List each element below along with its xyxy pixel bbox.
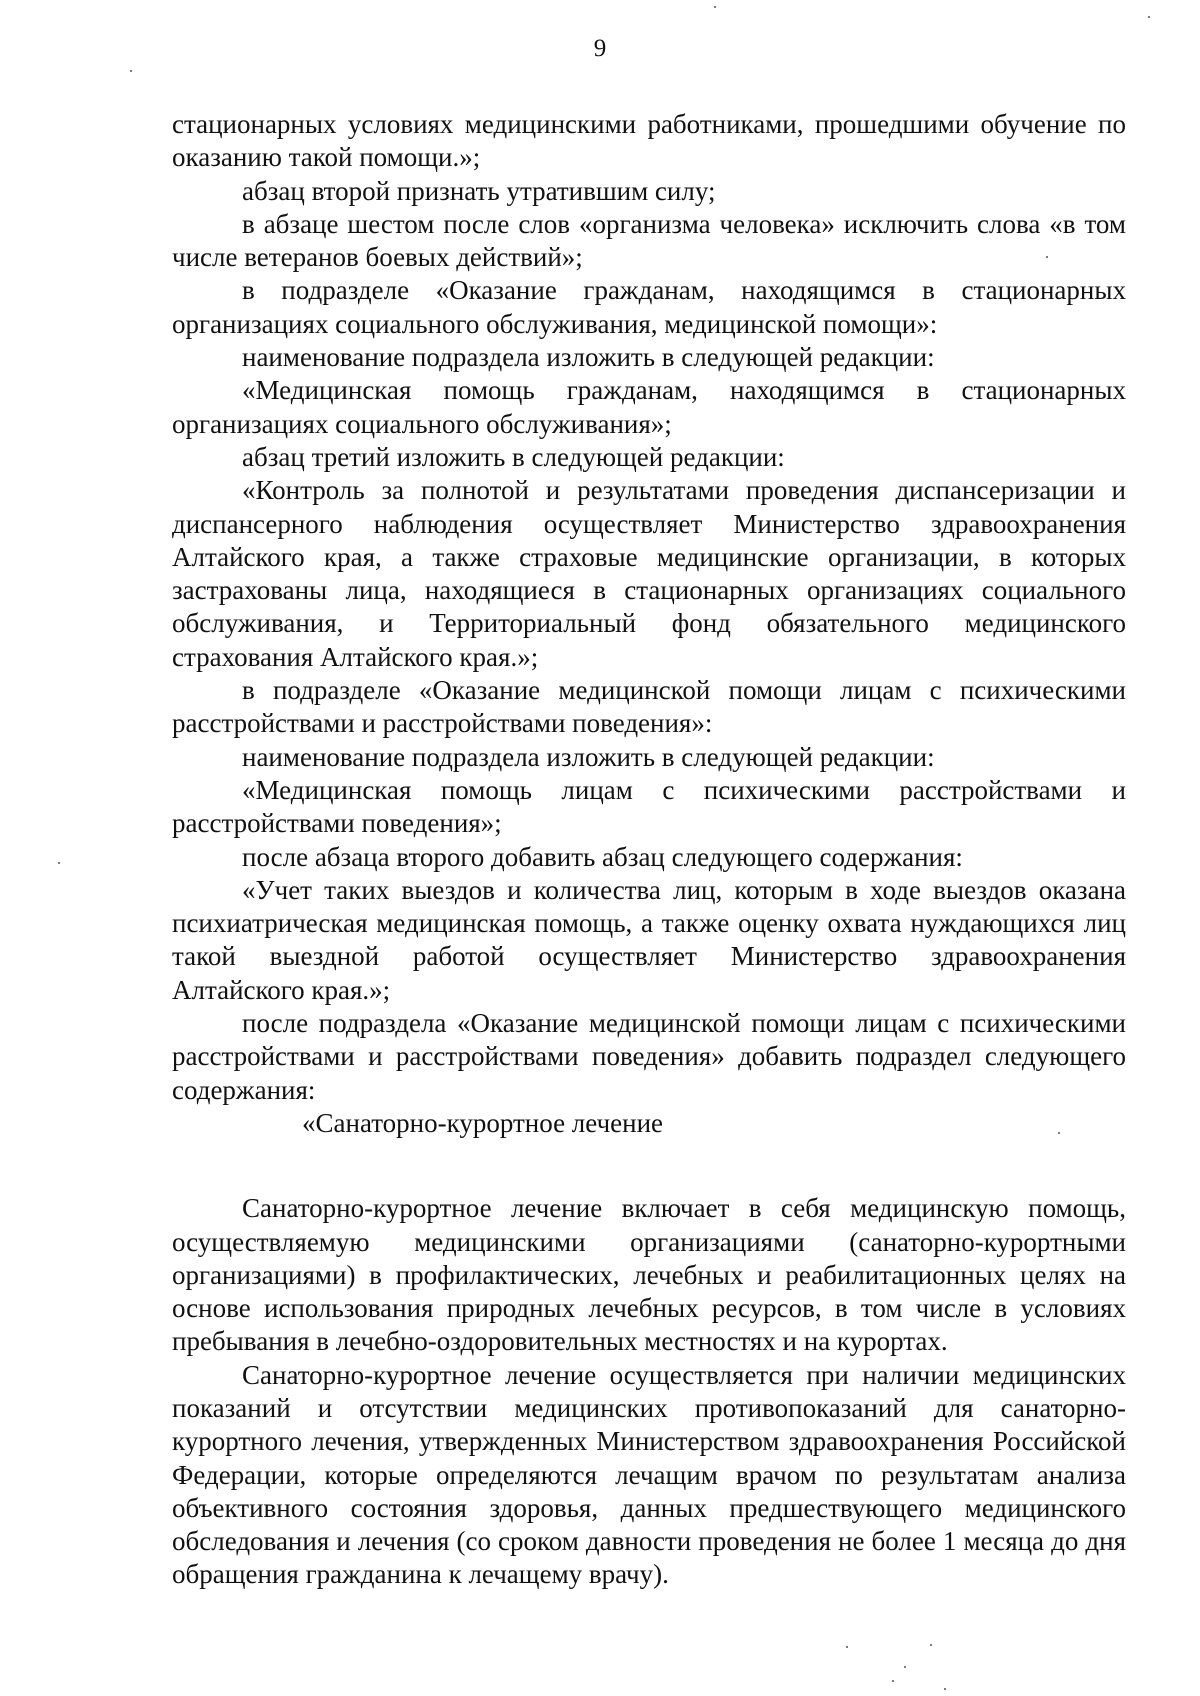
- document-body: [172, 108, 1126, 1592]
- paragraph: «Медицинская помощь гражданам, находящимся в стационарных организациях социального обслуживания»;: [172, 375, 1126, 439]
- paragraph: наименование подраздела изложить в следующей редакции:: [242, 741, 935, 772]
- scan-speck: [58, 862, 60, 864]
- paragraph: стационарных условиях медицинскими работниками, прошедшими обучение по оказанию такой помощи.»;: [172, 109, 1126, 173]
- paragraph: абзац третий изложить в следующей редакции:: [242, 441, 785, 472]
- page-number: 9: [593, 35, 607, 62]
- paragraph: Санаторно-курортное лечение осуществляется при наличии медицинских показаний и отсутствии медицинских противопоказаний для санаторно-курортного лечения, утвержденных Министерством здравоохранения Российской Федерации, которые определяются лечащим врачом по результатам анализа объективного состояния здоровья, данных предшествующего медицинского обследования и лечения (со сроком давности проведения не более 1 месяца до дня обращения гражданина к лечащему врачу).: [172, 1359, 1126, 1590]
- section-heading: «Санаторно-курортное лечение: [302, 1107, 664, 1138]
- paragraph: наименование подраздела изложить в следующей редакции:: [242, 342, 935, 373]
- section-gap: [172, 1140, 1126, 1192]
- paragraph: «Учет таких выездов и количества лиц, которым в ходе выездов оказана психиатрическая медицинская помощь, а также оценку охвата нуждающихся лиц такой выездной работой осуществляет Министерство здравоохранения Алтайского края.»;: [172, 874, 1126, 1005]
- sanatorium-section: [172, 1192, 1126, 1592]
- paragraph: в подразделе «Оказание медицинской помощи лицам с психическими расстройствами и расстройствами поведения»:: [172, 675, 1126, 739]
- paragraph: после подраздела «Оказание медицинской помощи лицам с психическими расстройствами и расстройствами поведения» добавить подраздел следующего содержания:: [172, 1008, 1126, 1105]
- scan-speck: [1058, 1132, 1060, 1134]
- paragraph: в подразделе «Оказание гражданам, находящимся в стационарных организациях социального обслуживания, медицинской помощи»:: [172, 275, 1126, 339]
- scan-speck: [930, 1644, 932, 1646]
- paragraph: «Контроль за полнотой и результатами проведения диспансеризации и диспансерного наблюдения осуществляет Министерство здравоохранения Алтайского края, а также страховые медицинские организации, в которых застрахованы лица, находящиеся в стационарных организациях социального обслуживания, и Территориальный фонд обязательного медицинского страхования Алтайского края.»;: [172, 475, 1126, 672]
- paragraph: абзац второй признать утратившим силу;: [242, 175, 716, 206]
- amendments-section: [172, 108, 1126, 1107]
- scan-speck: [846, 1646, 848, 1648]
- scan-speck: [130, 70, 132, 72]
- scan-speck: [1148, 16, 1150, 18]
- scan-speck: [944, 1688, 946, 1690]
- scan-speck: [1046, 256, 1048, 258]
- paragraph: «Медицинская помощь лицам с психическими расстройствами и расстройствами поведения»;: [172, 774, 1126, 839]
- paragraph: в абзаце шестом после слов «организма человека» исключить слова «в том числе ветеранов боевых действий»;: [172, 208, 1126, 273]
- paragraph: после абзаца второго добавить абзац следующего содержания:: [242, 841, 963, 872]
- scan-speck: [904, 1666, 906, 1668]
- scan-speck: [714, 6, 716, 8]
- scan-speck: [892, 1680, 894, 1682]
- paragraph: Санаторно-курортное лечение включает в себя медицинскую помощь, осуществляемую медицинскими организациями (санаторно-курортными организациями) в профилактических, лечебных и реабилитационных целях на основе использования природных лечебных ресурсов, в том числе в условиях пребывания в лечебно-оздоровительных местностях и на курортах.: [172, 1193, 1126, 1357]
